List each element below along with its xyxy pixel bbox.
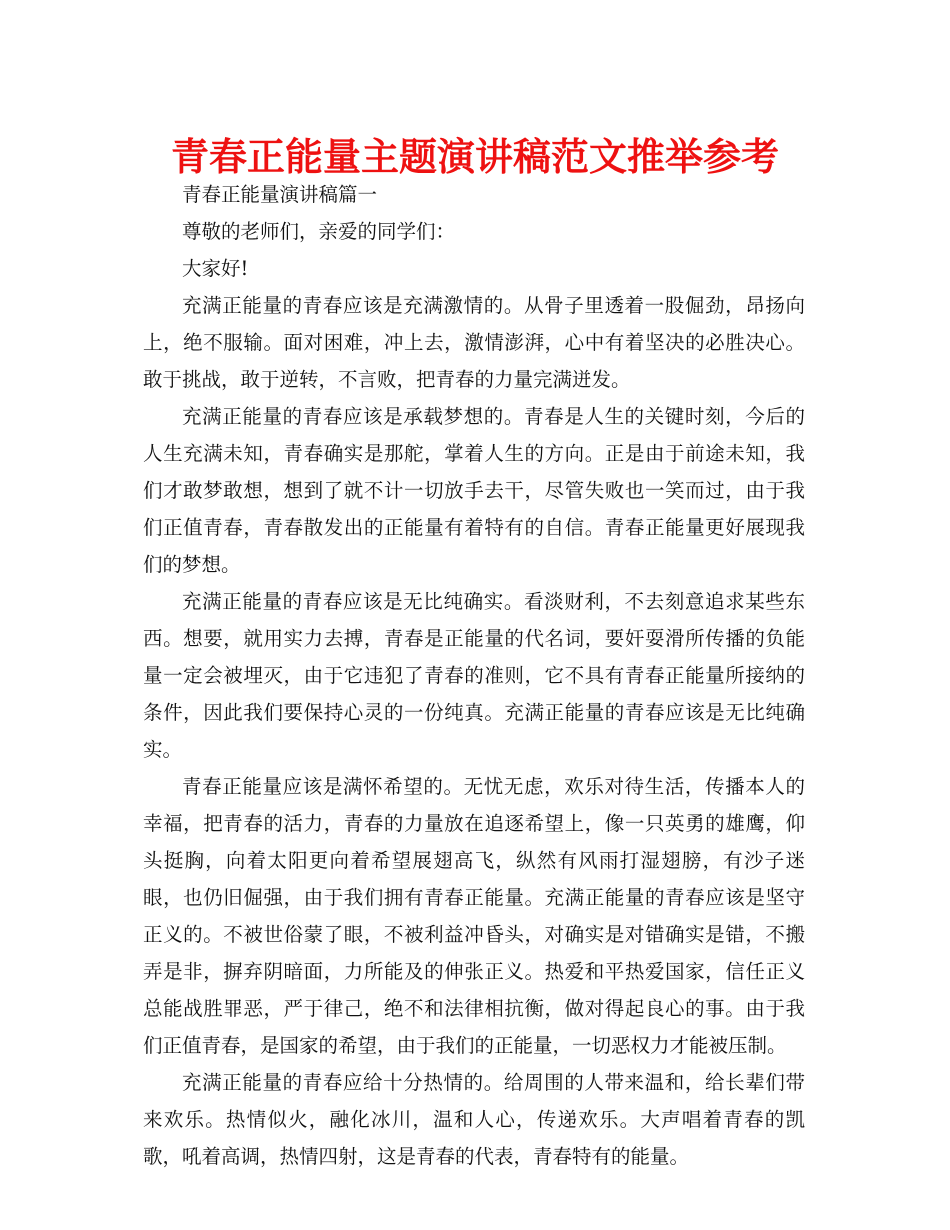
- body-paragraph: 充满正能量的青春应该是充满激情的。从骨子里透着一股倔劲，昂扬向上，绝不服输。面对困难，冲上去，激情澎湃，心中有着坚决的必胜决心。敢于挑战，敢于逆转，不言败，把青春的力量完满迸发。: [143, 294, 805, 391]
- body-paragraph: 青春正能量应该是满怀希望的。无忧无虑，欢乐对待生活，传播本人的幸福，把青春的活力，青春的力量放在追逐希望上，像一只英勇的雄鹰，仰头挺胸，向着太阳更向着希望展翅高飞，纵然有风雨打湿翅膀，有沙子迷眼，也仍旧倔强，由于我们拥有青春正能量。充满正能量的青春应该是坚守正义的。不被世俗蒙了眼，不被利益冲昏头，对确实是对错确实是错，不搬弄是非，摒弃阴暗面，力所能及的伸张正义。热爱和平热爱国家，信任正义总能战胜罪恶，严于律己，绝不和法律相抗衡，做对得起良心的事。由于我们正值青春，是国家的希望，由于我们的正能量，一切恶权力才能被压制。: [143, 775, 805, 1057]
- section-heading: 青春正能量演讲稿篇一: [182, 183, 378, 206]
- salutation: 尊敬的老师们，亲爱的同学们：: [182, 220, 456, 243]
- greeting: 大家好!: [182, 257, 249, 280]
- body-paragraph: 充满正能量的青春应该是承载梦想的。青春是人生的关键时刻，今后的人生充满未知，青春确实是那舵，掌着人生的方向。正是由于前途未知，我们才敢梦敢想，想到了就不计一切放手去干，尽管失败也一笑而过，由于我们正值青春，青春散发出的正能量有着特有的自信。青春正能量更好展现我们的梦想。: [143, 405, 805, 576]
- document-title: 青春正能量主题演讲稿范文推举参考: [170, 135, 779, 179]
- body-paragraph: 充满正能量的青春应该是无比纯确实。看淡财利，不去刻意追求某些东西。想要，就用实力去搏，青春是正能量的代名词，要奸耍滑所传播的负能量一定会被埋灭，由于它违犯了青春的准则，它不具有青春正能量所接纳的条件，因此我们要保持心灵的一份纯真。充满正能量的青春应该是无比纯确实。: [143, 590, 805, 761]
- document-body: [143, 176, 805, 1175]
- body-paragraph: 充满正能量的青春应给十分热情的。给周围的人带来温和，给长辈们带来欢乐。热情似火，融化冰川，温和人心，传递欢乐。大声唱着青春的凯歌，吼着高调，热情四射，这是青春的代表，青春特有的能量。: [143, 1071, 805, 1168]
